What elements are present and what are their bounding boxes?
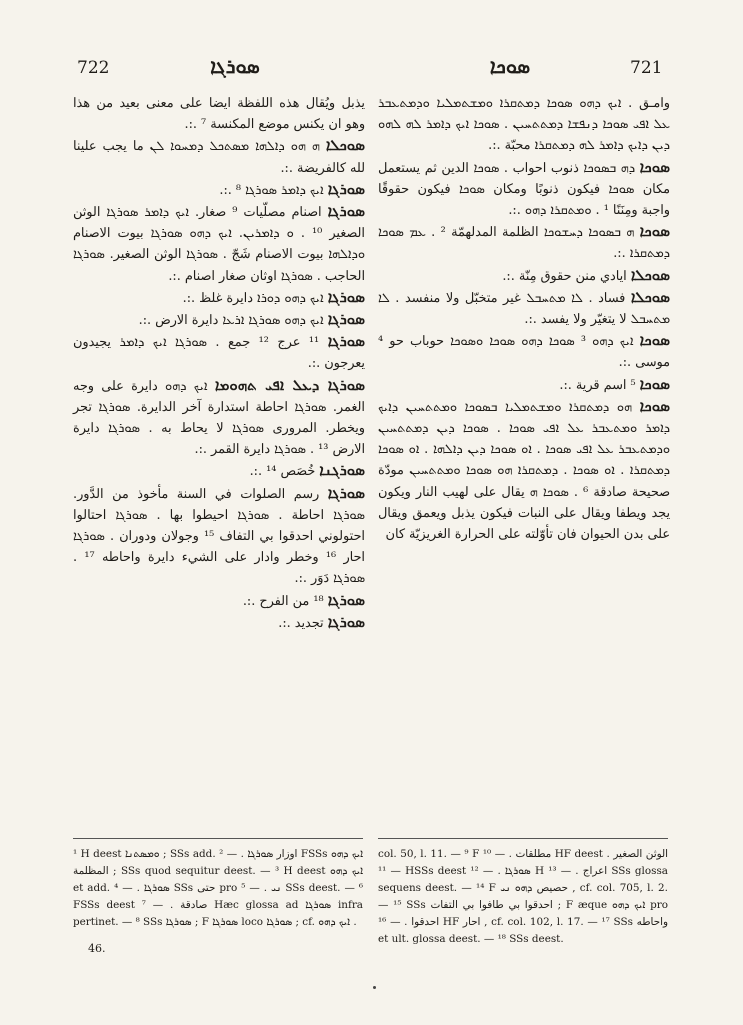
entry-text: يذبل ويُقال هذه اللفظة ايضا على معنى بعيد من هذا وهو ان يكنس موضع المكنسة ⁷ .:.	[73, 96, 365, 133]
entry-headword: ܣܘܟܠܐ	[630, 265, 670, 284]
entry	[378, 221, 670, 264]
left-running-head: ܣܘܪܓܐ	[210, 54, 260, 78]
entry-headword: ܣܘܟܐ	[639, 222, 670, 241]
entry-headword: ܣܘܪܓܐ	[327, 310, 365, 329]
entry-headword: ܣܘܟܠܐ	[630, 287, 670, 306]
entry	[378, 330, 670, 373]
entry	[73, 375, 365, 461]
entry-text: ܗܘ ܕܡܬܩܪܐ ܘܡܫܬܡܠܝܐ ܒܣܘܟܐ ܘܡܬܬܚܝܢ ܕܐܝܟ ܕܐܡܪ ܘܡܬܥܒܪ ܥܠ ܐܦܝ ܣܘܟܐ . ܣܘܟܐ ܕܝܢ ܕܡܬܬܚܝܢ ܘܕܡܬܥܒܪ ܥܠ ܐܦܝ ܣܘܟܐ . ܐܘ ܣܘܟܐ ܕܝܢ ܕܐܠܗܐ . ܐܘ ܣܘܟܐ ܕܡܬܩܪܐ . ܐܘ ܣܘܟܐ . ܕܡܬܩܪܐ ܗܘ ܣܘܟܐ ܘܡܬܬܚܝܢ مودّة صحيحة صادقة ⁶ . ܣܘܟܐ ܗ يقال على لهيب النار ويكون يجد ويطفا ويقال على النبات فيكون يذبل ويعمق ويقال على بدن الحيوان فان تأوّلته على الحرارة الغريزيّة كان	[378, 399, 670, 543]
entry	[73, 179, 365, 201]
right-column	[378, 92, 670, 545]
entry-text: تجديد .:.	[278, 615, 324, 631]
entry-text: وامـق . ܐܝܟ ܕܗܘ ܣܘܟܐ ܕܡܬܩܪܐ ܘܡܫܬܡܠܝܐ ܘܕܡܬܥܒܪ ܥܠ ܐܦܝ ܣܘܟܐ ܕܢܦܫܐ ܕܡܬܬܚܝܢ . ܣܘܟܐ ܐܝܟ ܕܐܡܪ ܠܗ ܠܗܘ ܕܝܢ ܕܐܝܟ ܕܐܡܪ ܠܗ ܕܡܬܩܪܐ محبّة .:.	[378, 96, 670, 154]
entry	[73, 460, 365, 482]
right-footnote-divider	[378, 838, 668, 839]
entry-headword: ܣܘܪܓܐ	[327, 332, 366, 351]
signature-mark: 46.	[88, 942, 106, 955]
entry-headword: ܣܘܟܐ	[639, 396, 670, 415]
entry	[378, 396, 670, 545]
entry	[73, 590, 365, 612]
entry	[73, 483, 365, 590]
entry-text: اصنام مصلّيات ⁹ صغار. ܐܝܟ ܕܐܡܪ ܣܘܪܓܐ الوثن الصغير ¹⁰ . ܘ ܕܐܡܪܝܢ. ܐܝܟ ܕܗܘ ܣܘܪܓܐ بيوت الاصنام ܘܕܐܠܗܐ بيوت الاصنام شَجّ . ܣܘܪܓܐ الوثن الصغير. ܣܘܪܓܐ الحاجب . ܣܘܪܓܐ اوثان صغار اصنام .:.	[73, 205, 365, 284]
entry-headword: ܣܘܟܐ	[639, 374, 670, 393]
entry-headword: ܣܘܪܓܐ	[327, 612, 365, 631]
entry-text: ܐܝܟ ܕܗܘ ܕܘܪܐ دايرة غلظ .:.	[182, 290, 324, 306]
entry-headword: ܣܘܪܓܢܐ	[319, 461, 365, 480]
entry-headword: ܣܘܟܠܐ	[325, 136, 365, 155]
left-footnotes	[73, 846, 363, 931]
entry	[73, 612, 365, 634]
right-footnotes	[378, 846, 668, 948]
right-page-number: 721	[630, 58, 663, 78]
entry	[73, 331, 365, 374]
entry-text: ܐܝܟ ܕܗܘ ³ ܣܘܟܐ ܕܗܘ ܣܘܟܐ ܘܣܘܟܐ حوباب حو ⁴ موسى .:.	[378, 334, 670, 371]
entry	[378, 92, 670, 157]
left-page-number: 722	[77, 58, 110, 78]
footnote-text: col. 50, l. 11. — ⁹ F مطلقات . — ¹⁰ HF deest الوثن الصغير . — ¹¹ HSSs deest ܣܘܪܓܐ . — ¹² H اعراج . — ¹³ SSs glossa sequens deest. — ¹⁴ F حصيص ܕܗܘ ܢܝ , cf. col. 705, l. 2. — ¹⁵ SSs احدقوا بي طافوا بي التفات ; F æque ܐܝܟ ܕܗܘ pro احدقوا . — ¹⁶ HF احار , cf. col. 102, l. 17. — ¹⁷ SSs واحاطه et ult. glossa deest. — ¹⁸ SSs deest.	[378, 848, 669, 945]
entry	[73, 309, 365, 331]
entry-headword: ܣܘܟܐ	[639, 157, 670, 176]
right-running-head: ܣܘܟܐ	[489, 54, 531, 78]
entry-text: ايادي منن حقوق مِنّة .:.	[502, 268, 627, 284]
entry	[378, 374, 670, 396]
entry	[378, 287, 670, 330]
entry-text: ܗ ܗܘ ܕܐܠܗܐ ܡܣܬܟܠ ܕܡܚܘܐ ܠܢ ما يجب علينا لله كالفريضة .:.	[73, 139, 365, 176]
entry-headword: ܣܘܪܓܐ	[327, 287, 365, 306]
entry	[73, 201, 365, 287]
entry-text: خُصَص ¹⁴ .:.	[249, 464, 316, 480]
entry-text: ܗ ܒܣܘܟܐ ܕܚܫܘܟܐ الظلمة المدلهمّة ² . ܥܡ ܣܘܟܐ ܕܡܬܩܪܐ .:.	[378, 225, 670, 262]
entry	[73, 287, 365, 309]
entry-text: ܕܗ ܒܣܘܟܐ ذنوب احواب . ܣܘܟܐ الدين ثم يستعمل مكان ܣܘܟܐ فيكون ذنوبًا ومكان ܣܘܟܐ فيكون حقوقًا واجبة ومِنَنًا ¹ . ܘܡܬܩܪܐ ܕܗܘ .:.	[378, 160, 670, 219]
entry-headword: ܣܘܪܓܐ	[327, 483, 365, 502]
entry-headword: ܣܘܟܐ	[639, 331, 670, 350]
page-speck	[373, 986, 376, 989]
entry-headword: ܣܘܪܓܐ	[327, 179, 365, 198]
entry	[378, 157, 670, 222]
footnote-text: ¹ H deest ܘܡܣܬܢܐ ; SSs add. اوزار ܣܘܪܓܐ . — ² FSSs ܐܝܟ ܕܗܘ المظلمة ; SSs quod sequitur deest. — ³ H deest ܐܝܟ ܕܗܘ et add. ܣܘܪܓܐ . — ⁴ SSs حتى pro ܢܝ . — ⁵ SSs deest. — ⁶ FSSs deest صادقة . — ⁷ Hæc glossa ad ܣܘܪܓܐ infra pertinet. — ⁸ SSs ܣܘܪܓܐ ; F ܣܘܪܓܐ loco ܣܘܪܓܐ ; cf. ܐܝܟ ܕܗܘ .	[73, 848, 364, 928]
left-footnote-divider	[73, 838, 363, 839]
entry	[73, 135, 365, 178]
entry	[73, 92, 365, 135]
entry-text: فساد . ܠܐ ܡܬܚܒܠ غير متخبّل ولا منفسد . ܠܐ ܡܬܚܒܠ لا يتغيّر ولا يفسد .:.	[378, 290, 670, 328]
entry-text: رسم الصلوات في السنة مأخوذ من الدَّور. ܣܘܪܓܐ احاطة . ܣܘܪܓܐ احيطوا بها . ܣܘܪܓܐ احتالوا احتولوني احدقوا بي التفاف ¹⁵ وجولان ودوران . ܣܘܪܓܐ احار ¹⁶ وخطر وادار على الشيء دايرة واحاطه ¹⁷ . ܣܘܪܓܐ دَوَر .:.	[73, 486, 365, 587]
entry	[378, 265, 670, 287]
entry-text: ܐܝܟ ܕܗܘ دايرة على وجه الغمر. ܣܘܪܓܐ احاطة استدارة آخر الدايرة. ܣܘܪܓܐ تجر ويخطر. المرورى ܣܘܪܓܐ لا يحاط به . ܣܘܪܓܐ دايرة الارض ¹³ . ܣܘܪܓܐ دايرة القمر .:.	[73, 378, 365, 458]
left-column	[73, 92, 365, 634]
entry-headword: ܣܘܪܓܐ	[327, 590, 365, 609]
entry-text: ܐܝܟ ܕܗܘ ܣܘܪܓܐ ܐܪܥܐ دايرة الارض .:.	[138, 313, 324, 329]
entry-headword: ܣܘܪܓܐ ܕܥܠ ܐܦܝ ܬܗܘܡܐ	[214, 375, 366, 394]
entry-text: ¹⁸ من الفرح .:.	[242, 593, 324, 609]
entry-text: ⁵ اسم قرية .:.	[559, 377, 636, 393]
entry-headword: ܣܘܪܓܐ	[327, 202, 365, 221]
entry-text: ¹¹ عرج ¹² جمع . ܣܘܪܓܐ ܐܝܟ ܕܐܡܪ يجيدون يعرجون .:.	[73, 335, 365, 372]
entry-text: ܐܝܟ ܕܐܡܪ ܣܘܪܓܐ ⁸ .:.	[219, 182, 324, 198]
